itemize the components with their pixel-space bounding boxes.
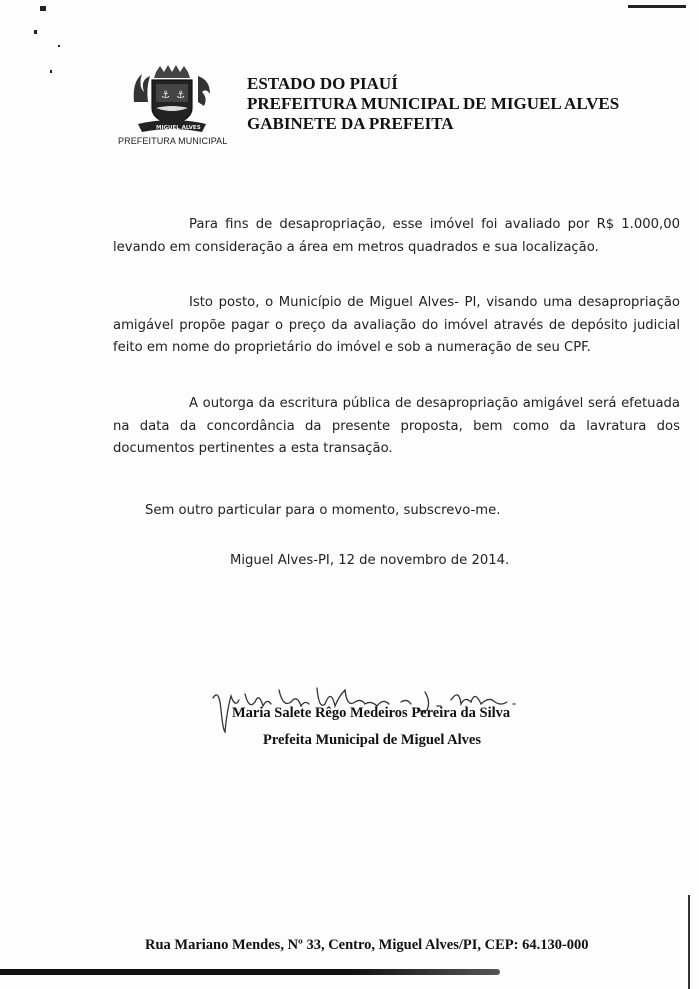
letterhead-state: ESTADO DO PIAUÍ [247,74,398,93]
signer-name: Maria Salete Rêgo Medeiros Pereira da Silva [232,705,511,721]
scan-speck [34,30,37,34]
scan-speck [58,45,60,47]
body-paragraph-valuation: Para fins de desapropriação, esse imóvel foi avaliado por R$ 1.000,00 levando em consideração a área em metros quadrados e sua localização. [113,217,680,255]
footer-divider [0,969,500,975]
footer-address: Rua Mariano Mendes, Nº 33, Centro, Miguel Alves/PI, CEP: 64.130-000 [145,937,589,953]
svg-text:MIGUEL ALVES: MIGUEL ALVES [156,125,201,131]
scan-speck [40,6,46,11]
crest-caption: PREFEITURA MUNICIPAL [118,136,228,146]
letterhead-heading [247,74,619,134]
letterhead-office: GABINETE DA PREFEITA [247,114,454,133]
signer-title: Prefeita Municipal de Miguel Alves [263,732,482,748]
letterhead-municipality: PREFEITURA MUNICIPAL DE MIGUEL ALVES [247,94,620,113]
municipal-coat-of-arms-icon [128,62,216,136]
closing-line: Sem outro particular para o momento, subscrevo-me. [145,503,501,518]
body-paragraph-proposal: Isto posto, o Município de Miguel Alves- PI, visando uma desapropriação amigável propõe pagar o preço da avaliação do imóvel através de depósito judicial feito em nome do proprietário do imóvel e sob a numeração de seu CPF. [113,295,680,355]
scan-edge-line [628,5,686,8]
body-paragraph-deed: A outorga da escritura pública de desapropriação amigável será efetuada na data da concordância da presente proposta, bem como da lavratura dos documentos pertinentes a esta transação. [113,396,680,456]
svg-text:⚓: ⚓ [161,90,170,101]
svg-text:⚓: ⚓ [176,90,185,101]
scan-edge-line [688,895,690,989]
scan-speck [50,70,52,73]
place-and-date: Miguel Alves-PI, 12 de novembro de 2014. [230,553,510,568]
